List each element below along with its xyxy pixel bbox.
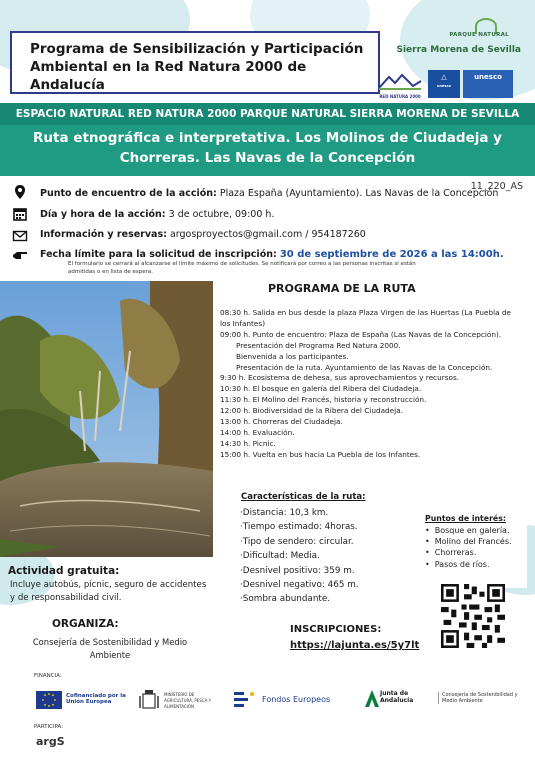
- eu-flag-icon: [36, 691, 62, 709]
- program-title-line1: Programa de Sensibilización y Participación: [30, 41, 364, 57]
- junta-andalucia-icon: [364, 689, 380, 709]
- program-title-line2: Ambiental en la Red Natura 2000 de Andalucía: [30, 59, 307, 93]
- fondos-europeos-text: Fondos Europeos: [262, 695, 331, 704]
- registration-note: [68, 261, 518, 276]
- red-natura-logo: [377, 72, 423, 98]
- program-schedule: [220, 308, 530, 461]
- date-value: 3 de octubre, 09:00 h.: [168, 209, 275, 220]
- space-subtitle: ESPACIO NATURAL RED NATURA 2000 PARQUE NATURAL SIERRA MORENA DE SEVILLA: [0, 103, 535, 125]
- ministry-text: MINISTERIO DE AGRICULTURA, PESCA Y ALIMENTACIÓN: [164, 692, 212, 709]
- organizer-heading: ORGANIZA:: [52, 618, 119, 630]
- contact-value[interactable]: argosproyectos@gmail.com / 954187260: [169, 229, 366, 240]
- point-of-interest-item: • Bosque en galería.: [425, 525, 527, 536]
- calendar-icon: [12, 206, 28, 222]
- route-title-line1: Ruta etnográfica e interpretativa. Los Molinos de Ciudadeja y: [33, 130, 502, 146]
- route-title: [20, 128, 515, 168]
- route-characteristic-item: ·Tipo de sendero: circular.: [240, 536, 354, 547]
- date-row: [40, 209, 274, 220]
- registration-link[interactable]: https://lajunta.es/5y7lt: [290, 640, 420, 651]
- location-pin-icon: [12, 184, 28, 200]
- route-characteristics-list: [240, 506, 359, 607]
- deadline-label: Fecha límite para la solicitud de inscripción:: [40, 249, 277, 260]
- route-characteristic-item: ·Desnivel positivo: 359 m.: [240, 565, 355, 576]
- program-line: 12:00 h. Biodiversidad de la Ribera del Ciudadeja.: [220, 406, 403, 416]
- activity-code: 11_220_AS: [470, 181, 523, 192]
- registration-note-line2: admitidas o en lista de espera.: [68, 268, 153, 275]
- program-line: 08:30 h. Salida en bus desde la plaza Plaza Virgen de las Huertas (La Puebla de: [220, 308, 512, 317]
- funding-label: FINANCIA:: [34, 673, 62, 679]
- points-of-interest-list: [425, 525, 527, 570]
- eu-cofinance-text: Cofinanciado por la Unión Europea: [66, 693, 126, 705]
- program-line: Presentación de la ruta. Ayuntamiento de las Navas de la Concepción.: [236, 362, 493, 372]
- unesco-logo-2: [463, 70, 513, 98]
- unesco-logo-1: [428, 70, 460, 98]
- program-line: Bienvenida a los participantes.: [236, 351, 349, 361]
- deadline-value: 30 de septiembre de 2026 a las 14:00h.: [279, 249, 504, 260]
- route-band: [0, 103, 535, 176]
- program-line: 13:00 h. Chorreras del Ciudadeja.: [220, 417, 343, 427]
- unesco-text-1: unesco: [437, 84, 451, 88]
- meeting-point-label: Punto de encuentro de la acción:: [40, 188, 217, 199]
- program-line: 11:30 h. El Molino del Francés, historia y reconstrucción.: [220, 395, 427, 405]
- red-natura-text: RED NATURA 2000: [379, 94, 421, 99]
- header-logos: [377, 8, 527, 98]
- program-line: Presentación del Programa Red Natura 2000.: [236, 340, 401, 350]
- fondos-europeos-icon: [234, 690, 258, 710]
- registration-note-line1: El formulario se cerrará al alcanzarse el límite máximo de solicitudes. Se notificará por correo a las personas inscritas si están: [68, 261, 416, 267]
- deadline-row: [40, 249, 504, 260]
- park-name: Sierra Morena de Sevilla: [396, 45, 521, 55]
- program-line: 09:00 h. Punto de encuentro: Plaza de España (Las Navas de la Concepción).: [220, 329, 502, 339]
- spain-coat-of-arms-icon: [138, 688, 160, 712]
- junta-andalucia-text: Junta de Andalucía: [380, 690, 414, 704]
- program-line: 14:30 h. Picnic.: [220, 438, 276, 448]
- contact-label: Información y reservas:: [40, 229, 167, 240]
- route-title-line2: Chorreras. Las Navas de la Concepción: [119, 150, 416, 166]
- program-heading: PROGRAMA DE LA RUTA: [268, 282, 416, 295]
- program-line: 15:00 h. Vuelta en bus hacia La Puebla de los Infantes.: [220, 449, 421, 459]
- route-characteristic-item: ·Dificultad: Media.: [240, 551, 320, 562]
- contact-row: [40, 229, 366, 240]
- route-characteristic-item: ·Distancia: 10,3 km.: [240, 508, 329, 518]
- route-characteristics-heading: Características de la ruta:: [241, 492, 366, 502]
- pointing-hand-icon: [12, 246, 28, 262]
- park-label: PARQUE NATURAL: [449, 32, 509, 38]
- participates-label: PARTICIPA:: [34, 724, 64, 730]
- date-label: Día y hora de la acción:: [40, 209, 166, 220]
- points-of-interest-heading: Puntos de interés:: [425, 514, 506, 523]
- envelope-icon: [12, 228, 28, 244]
- river-landscape-image: [0, 281, 213, 557]
- route-characteristic-item: ·Sombra abundante.: [240, 594, 331, 605]
- unesco-text-2: unesco: [474, 73, 502, 81]
- organizer-text: Consejería de Sostenibilidad y Medio Ambiente: [32, 637, 188, 660]
- program-line: 14:00 h. Evaluación.: [220, 427, 295, 437]
- meeting-point-value: Plaza España (Ayuntamiento). Las Navas de la Concepción: [219, 188, 499, 199]
- junta-consejeria-text: Consejería de Sostenibilidad y Medio Ambiente: [438, 692, 518, 704]
- args-logo: argS: [36, 735, 65, 748]
- free-activity-text: Incluye autobús, pícnic, seguro de accidentes y de responsabilidad civil.: [10, 580, 207, 603]
- point-of-interest-item: • Pasos de ríos.: [425, 559, 527, 570]
- mountain-icon: [377, 72, 423, 90]
- program-line: los Infantes): [220, 318, 266, 328]
- points-of-interest-box: [419, 511, 527, 588]
- registration-heading: INSCRIPCIONES:: [290, 624, 382, 635]
- program-line: 9:30 h. Ecosistema de dehesa, sus aprovechamientos y recursos.: [220, 373, 460, 383]
- program-title-box: [10, 31, 380, 94]
- unesco-emblem-icon: △: [441, 73, 447, 81]
- meeting-point-row: [40, 188, 498, 199]
- free-activity-heading: Actividad gratuita:: [8, 565, 120, 577]
- point-of-interest-item: • Chorreras.: [425, 547, 527, 558]
- route-characteristic-item: ·Desnivel negativo: 465 m.: [240, 580, 359, 591]
- qr-code-icon[interactable]: [441, 584, 505, 648]
- river-photo: [0, 281, 213, 557]
- point-of-interest-item: • Molino del Francés.: [425, 536, 527, 547]
- route-characteristic-item: ·Tiempo estimado: 4horas.: [240, 522, 358, 533]
- program-line: 10:30 h. El bosque en galería del Ribera del Ciudadeja.: [220, 384, 422, 394]
